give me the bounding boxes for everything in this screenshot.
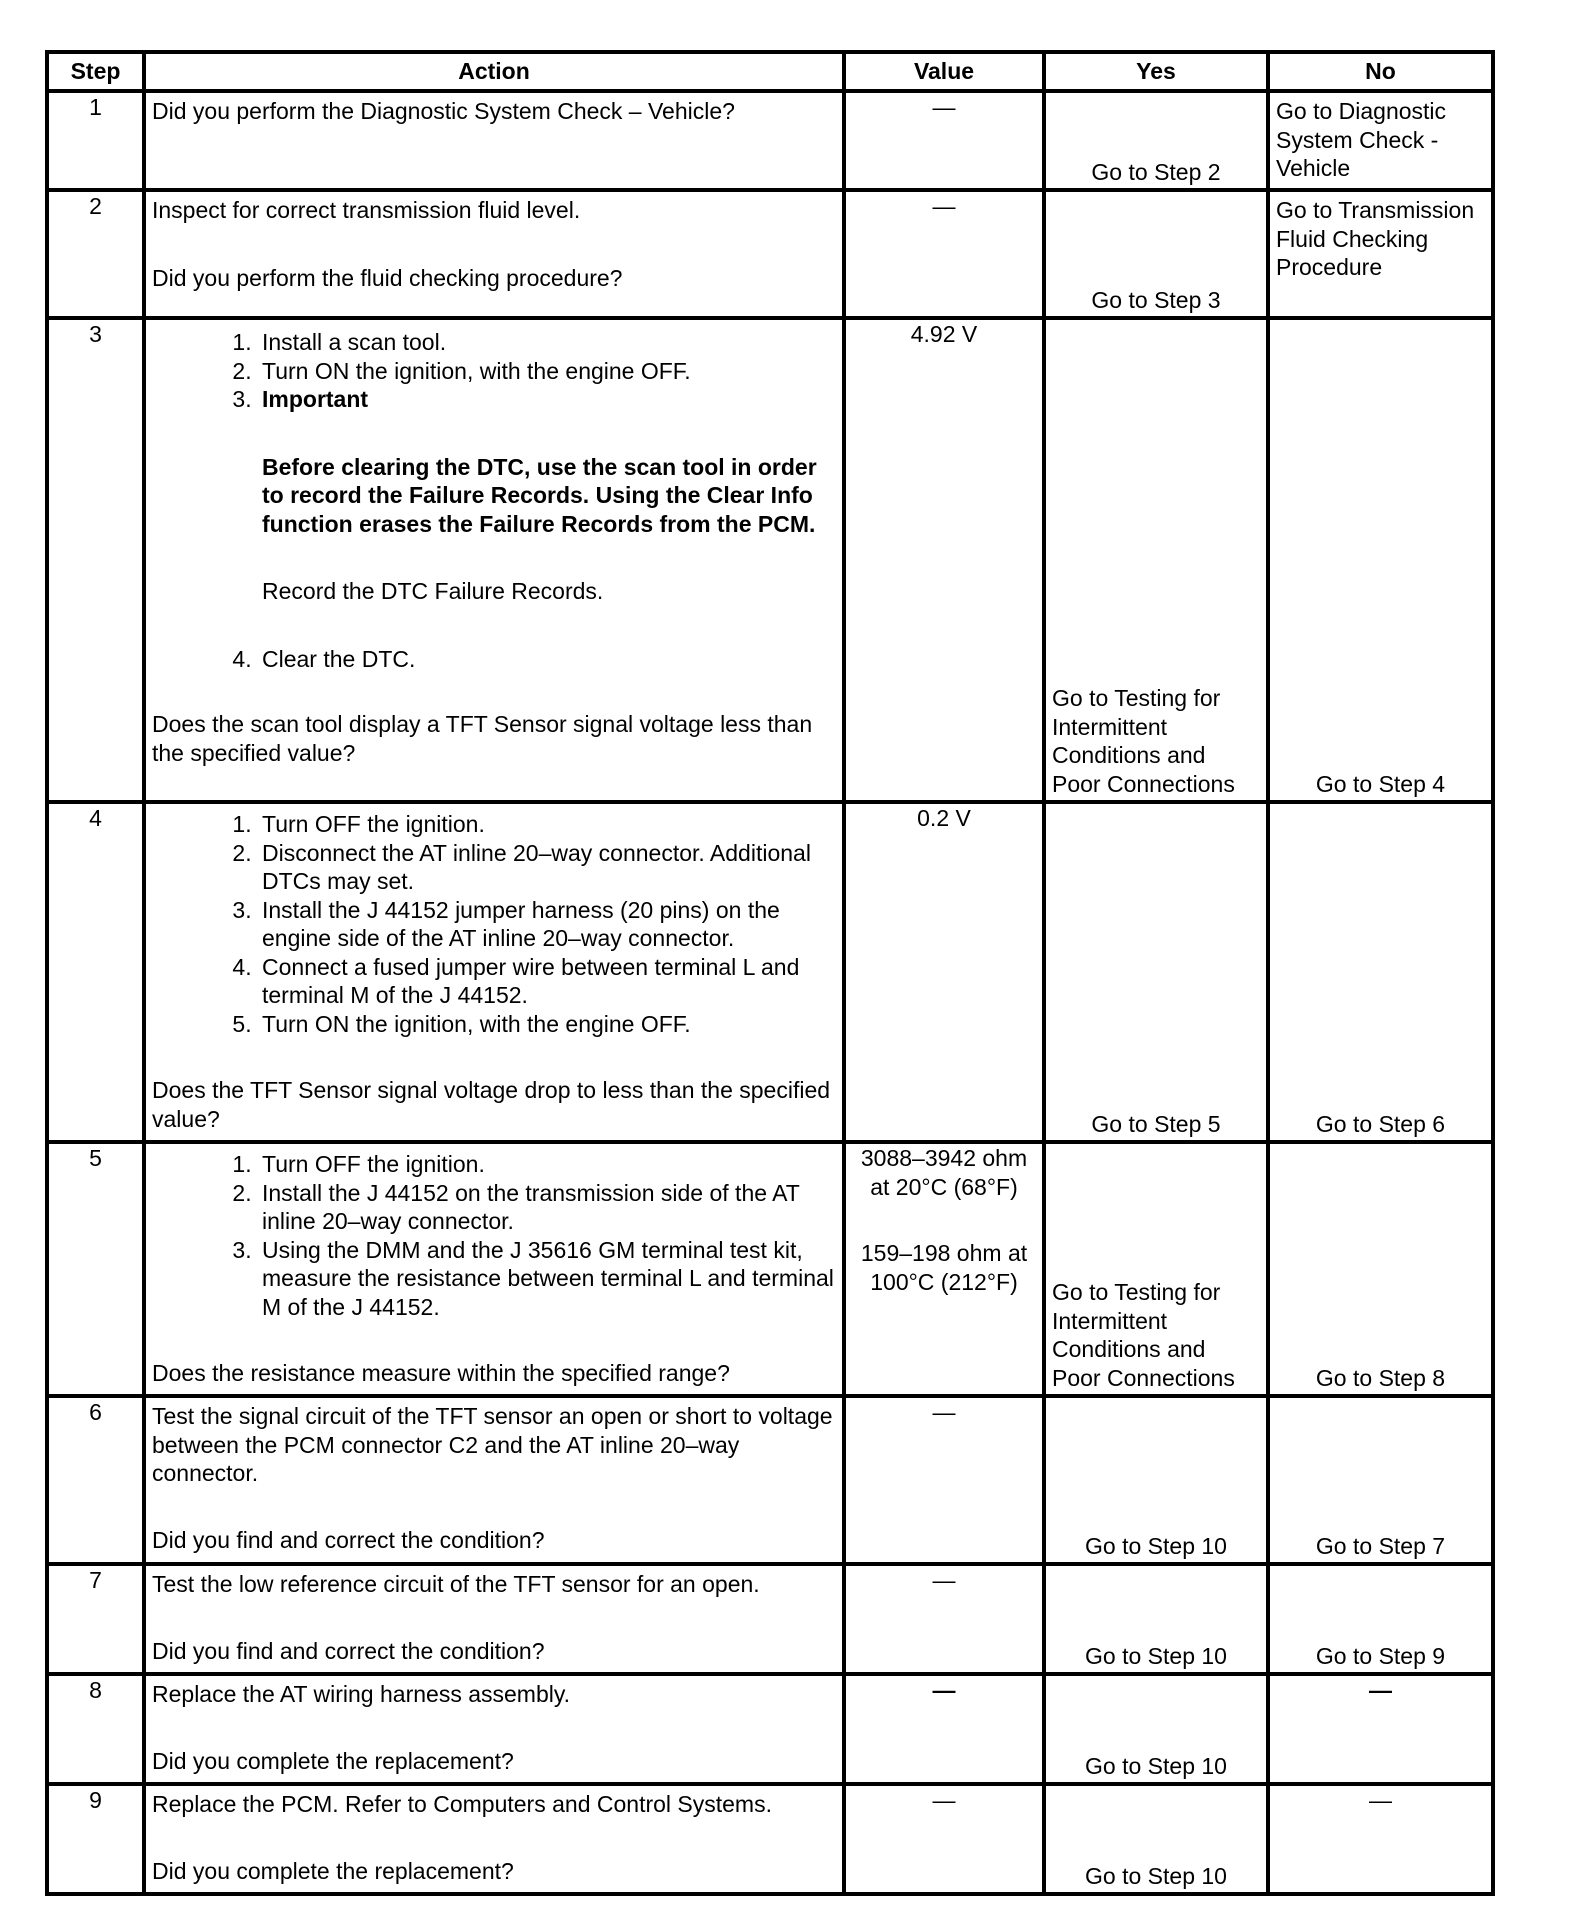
step-number: 4 — [47, 802, 144, 1142]
table-row — [47, 190, 1493, 318]
yes-cell — [1044, 190, 1268, 318]
action-step: 3. Using the DMM and the J 35616 GM terminal test kit, measure the resistance between terminal L and terminal M of the J 44152. — [258, 1236, 836, 1322]
action-text: Did you perform the Diagnostic System Check – Vehicle? — [152, 98, 735, 124]
action-step-important — [258, 385, 836, 645]
yes-link[interactable]: Go to Step 10 — [1085, 1642, 1227, 1669]
value-cell: — — [844, 190, 1044, 318]
value-cell — [844, 1142, 1044, 1396]
header-step: Step — [47, 52, 144, 91]
yes-link[interactable]: Go to Step 10 — [1085, 1532, 1227, 1559]
yes-link[interactable]: Go to Testing for Intermittent Conditions and Poor Connections — [1052, 1279, 1235, 1391]
step-number: 7 — [47, 1564, 144, 1674]
diagnostic-table — [45, 50, 1495, 1896]
value-cell: — — [844, 91, 1044, 190]
step-number: 5 — [47, 1142, 144, 1396]
action-question: Does the resistance measure within the specified range? — [152, 1360, 730, 1386]
action-cell — [144, 190, 844, 318]
value-range-20c: 3088–3942 ohm at 20°C (68°F) — [860, 1145, 1028, 1200]
step-number: 3 — [47, 318, 144, 802]
action-steps — [152, 1150, 836, 1321]
table-row — [47, 802, 1493, 1142]
action-cell — [144, 318, 844, 802]
table-row — [47, 1674, 1493, 1784]
table-row — [47, 91, 1493, 190]
header-row — [47, 52, 1493, 91]
yes-link[interactable]: Go to Step 5 — [1091, 1110, 1221, 1137]
no-cell — [1268, 802, 1493, 1142]
no-cell — [1268, 1396, 1493, 1564]
action-step: 1. Turn OFF the ignition. — [258, 1150, 836, 1179]
action-step: 2. Install the J 44152 on the transmission side of the AT inline 20–way connector. — [258, 1179, 836, 1236]
important-warning: Before clearing the DTC, use the scan tool in order to record the Failure Records. Using the Clear Info function erases the Failure Records from the PCM. — [262, 453, 817, 537]
action-steps — [152, 810, 836, 1038]
no-cell: — — [1268, 1784, 1493, 1894]
yes-link[interactable]: Go to Testing for Intermittent Conditions and Poor Connections — [1052, 685, 1235, 797]
action-intro: Replace the PCM. Refer to Computers and Control Systems. — [152, 1791, 772, 1817]
no-link[interactable]: Go to Step 9 — [1315, 1642, 1446, 1669]
action-cell — [144, 1674, 844, 1784]
value-cell: — — [844, 1396, 1044, 1564]
action-step: 5. Turn ON the ignition, with the engine OFF. — [258, 1010, 836, 1039]
yes-cell — [1044, 1784, 1268, 1894]
step-number: 6 — [47, 1396, 144, 1564]
no-link[interactable]: Go to Step 8 — [1315, 1364, 1446, 1391]
table-row — [47, 318, 1493, 802]
value-cell: 4.92 V — [844, 318, 1044, 802]
yes-link[interactable]: Go to Step 10 — [1085, 1752, 1227, 1779]
step-number: 8 — [47, 1674, 144, 1784]
no-cell — [1268, 1142, 1493, 1396]
no-link[interactable]: Go to Step 7 — [1315, 1532, 1446, 1559]
action-cell — [144, 91, 844, 190]
table-row — [47, 1784, 1493, 1894]
header-no: No — [1268, 52, 1493, 91]
action-question: Did you complete the replacement? — [152, 1747, 514, 1774]
yes-cell — [1044, 91, 1268, 190]
yes-cell — [1044, 318, 1268, 802]
yes-cell — [1044, 1674, 1268, 1784]
table-row — [47, 1396, 1493, 1564]
yes-cell — [1044, 1564, 1268, 1674]
yes-cell — [1044, 1396, 1268, 1564]
header-yes: Yes — [1044, 52, 1268, 91]
yes-cell — [1044, 1142, 1268, 1396]
table-row — [47, 1564, 1493, 1674]
action-step: 1. Turn OFF the ignition. — [258, 810, 836, 839]
value-cell: — — [844, 1564, 1044, 1674]
no-link[interactable]: Go to Step 4 — [1315, 770, 1446, 797]
no-cell: — — [1268, 1674, 1493, 1784]
action-step: 4. Connect a fused jumper wire between terminal L and terminal M of the J 44152. — [258, 953, 836, 1010]
step-number: 9 — [47, 1784, 144, 1894]
action-cell — [144, 1784, 844, 1894]
no-cell — [1268, 318, 1493, 802]
action-intro: Inspect for correct transmission fluid level. — [152, 197, 581, 223]
action-intro: Test the low reference circuit of the TFT sensor for an open. — [152, 1571, 760, 1597]
action-question: Did you find and correct the condition? — [152, 1526, 545, 1553]
action-question: Does the scan tool display a TFT Sensor signal voltage less than the specified value? — [152, 711, 813, 766]
action-step: 4. Clear the DTC. — [258, 645, 836, 674]
action-step: 2. Turn ON the ignition, with the engine OFF. — [258, 357, 836, 386]
value-cell: 0.2 V — [844, 802, 1044, 1142]
value-cell: — — [844, 1784, 1044, 1894]
action-cell — [144, 1564, 844, 1674]
no-link[interactable]: Go to Transmission Fluid Checking Procedure — [1276, 197, 1475, 280]
action-step: 1. Install a scan tool. — [258, 328, 836, 357]
action-cell — [144, 802, 844, 1142]
action-question: Does the TFT Sensor signal voltage drop to less than the specified value? — [152, 1077, 831, 1132]
value-cell: — — [844, 1674, 1044, 1784]
action-cell — [144, 1142, 844, 1396]
no-link[interactable]: Go to Diagnostic System Check - Vehicle — [1276, 98, 1447, 181]
no-cell — [1268, 190, 1493, 318]
action-question: Did you find and correct the condition? — [152, 1637, 545, 1664]
action-intro: Test the signal circuit of the TFT sensor an open or short to voltage between the PCM connector C2 and the AT inline 20–way connector. — [152, 1403, 833, 1486]
step-number: 2 — [47, 190, 144, 318]
action-question: Did you complete the replacement? — [152, 1857, 514, 1884]
yes-link[interactable]: Go to Step 3 — [1091, 286, 1221, 313]
important-text: Record the DTC Failure Records. — [262, 578, 604, 604]
action-cell — [144, 1396, 844, 1564]
yes-link[interactable]: Go to Step 2 — [1091, 158, 1221, 185]
action-step: 2. Disconnect the AT inline 20–way connector. Additional DTCs may set. — [258, 839, 836, 896]
no-cell — [1268, 91, 1493, 190]
yes-link[interactable]: Go to Step 10 — [1085, 1862, 1227, 1889]
important-label: Important — [262, 386, 369, 412]
header-action: Action — [144, 52, 844, 91]
table-row — [47, 1142, 1493, 1396]
step-number: 1 — [47, 91, 144, 190]
no-cell — [1268, 1564, 1493, 1674]
header-value: Value — [844, 52, 1044, 91]
action-step: 3. Install the J 44152 jumper harness (20 pins) on the engine side of the AT inline 20–way connector. — [258, 896, 836, 953]
action-steps — [152, 328, 836, 673]
action-question: Did you perform the fluid checking procedure? — [152, 264, 623, 291]
yes-cell — [1044, 802, 1268, 1142]
action-intro: Replace the AT wiring harness assembly. — [152, 1681, 571, 1707]
no-link[interactable]: Go to Step 6 — [1315, 1110, 1446, 1137]
value-range-100c: 159–198 ohm at 100°C (212°F) — [860, 1240, 1028, 1295]
